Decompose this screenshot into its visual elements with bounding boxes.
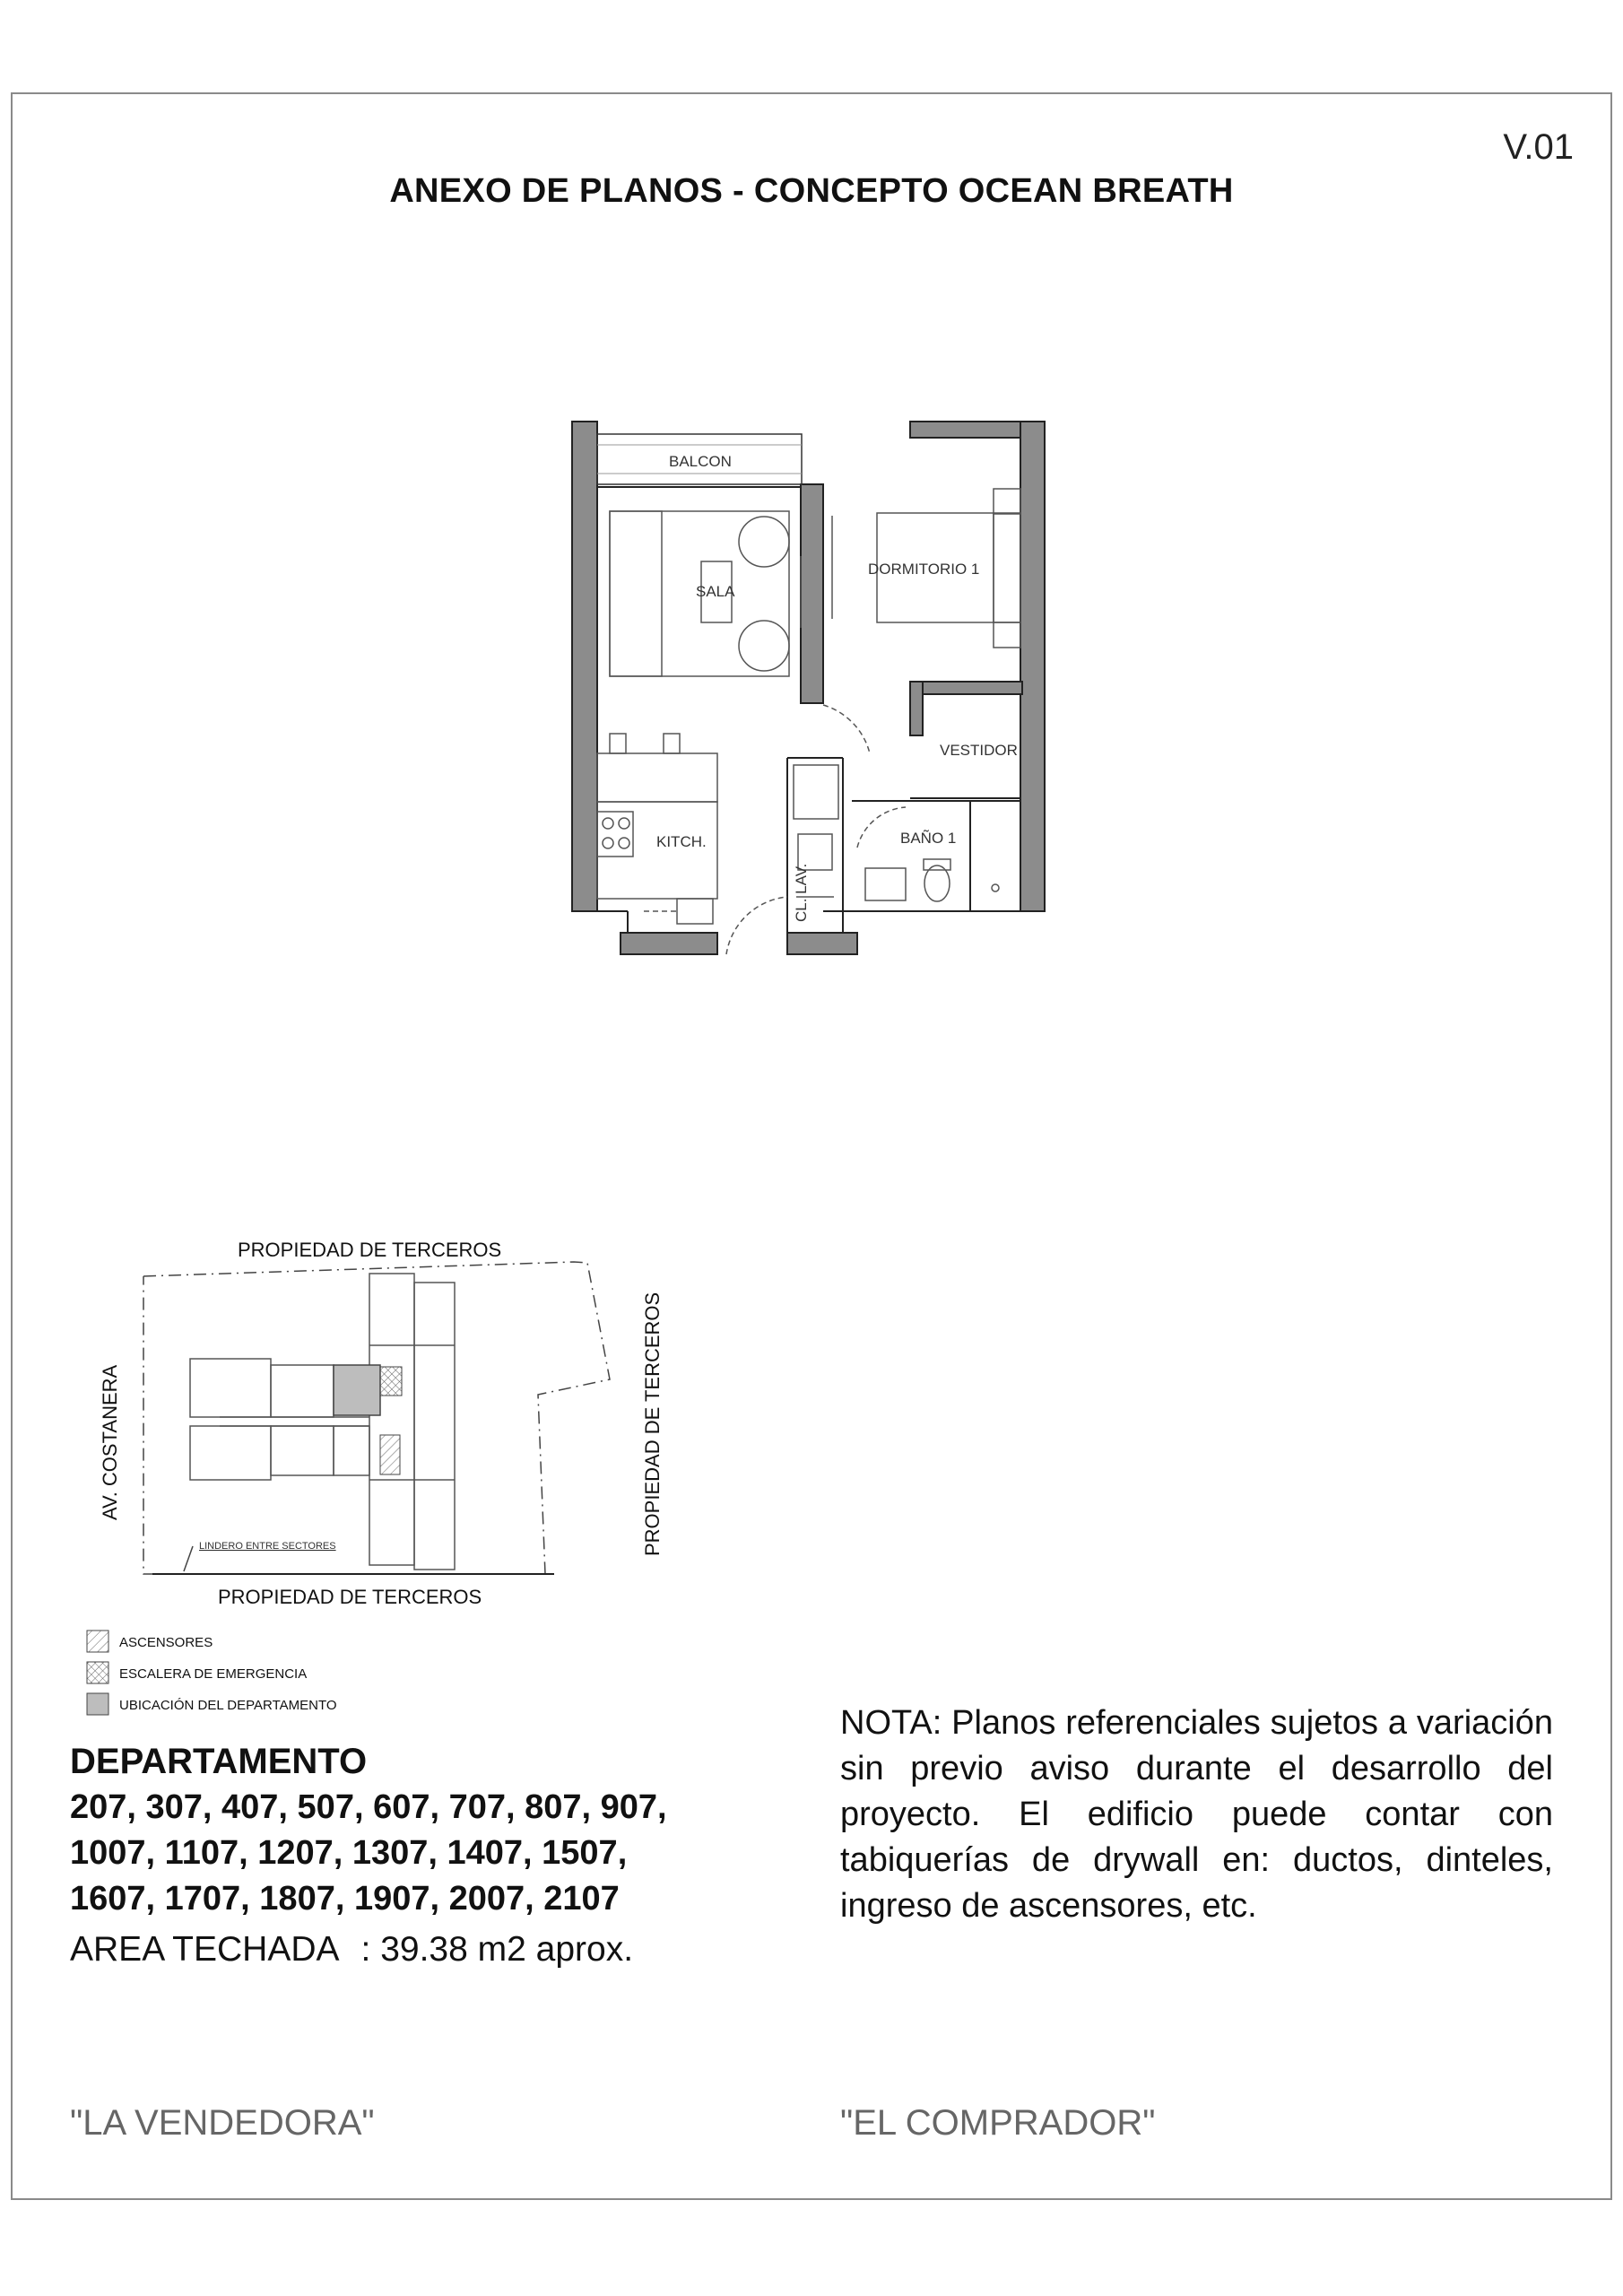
room-label-vestidor: VESTIDOR [940, 742, 1018, 759]
site-label-left: AV. COSTANERA [99, 1364, 121, 1520]
department-units-line: 1007, 1107, 1207, 1307, 1407, 1507, [70, 1834, 628, 1872]
department-units-line: 1607, 1707, 1807, 1907, 2007, 2107 [70, 1880, 620, 1918]
site-label-top: PROPIEDAD DE TERCEROS [238, 1239, 502, 1261]
version-label: V.01 [1503, 127, 1574, 167]
area-value: : 39.38 m2 aprox. [360, 1930, 634, 1969]
room-label-balcon: BALCON [669, 453, 732, 470]
department-info [70, 1738, 787, 1972]
room-label-kitchen: KITCH. [656, 833, 707, 850]
buyer-signature: "EL COMPRADOR" [840, 2103, 1156, 2143]
area-label: AREA TECHADA [70, 1930, 340, 1969]
legend-label-ascensores: ASCENSORES [119, 1635, 213, 1650]
legend [87, 1631, 337, 1715]
department-heading: DEPARTAMENTO [70, 1742, 368, 1781]
site-plan [99, 1239, 664, 1608]
site-label-bottom: PROPIEDAD DE TERCEROS [218, 1586, 482, 1608]
legend-swatch-ubicacion [87, 1693, 108, 1715]
page-title: ANEXO DE PLANOS - CONCEPTO OCEAN BREATH [389, 172, 1234, 210]
area-techada [70, 1927, 787, 1972]
room-label-bano: BAÑO 1 [900, 830, 957, 847]
department-location-marker [334, 1365, 380, 1415]
room-label-lavanderia: CL. LAV. [793, 863, 810, 922]
legend-label-ubicacion: UBICACIÓN DEL DEPARTAMENTO [119, 1698, 337, 1713]
site-label-right: PROPIEDAD DE TERCEROS [641, 1292, 664, 1556]
legend-swatch-ascensores [87, 1631, 108, 1652]
department-units-line: 207, 307, 407, 507, 607, 707, 807, 907, [70, 1788, 667, 1826]
nota-text: NOTA: Planos referenciales sujetos a variación sin previo aviso durante el desarrollo del proyecto. El edificio puede contar con tabiquerías de drywall en: ductos, dinteles, ingreso de ascensores, etc. [840, 1704, 1553, 1925]
seller-signature: "LA VENDEDORA" [70, 2103, 375, 2143]
legend-label-escalera: ESCALERA DE EMERGENCIA [119, 1666, 308, 1682]
legend-swatch-escalera [87, 1662, 108, 1683]
site-label-lindero: LINDERO ENTRE SECTORES [199, 1541, 336, 1552]
room-label-dormitorio: DORMITORIO 1 [868, 561, 980, 578]
room-label-sala: SALA [696, 583, 735, 600]
